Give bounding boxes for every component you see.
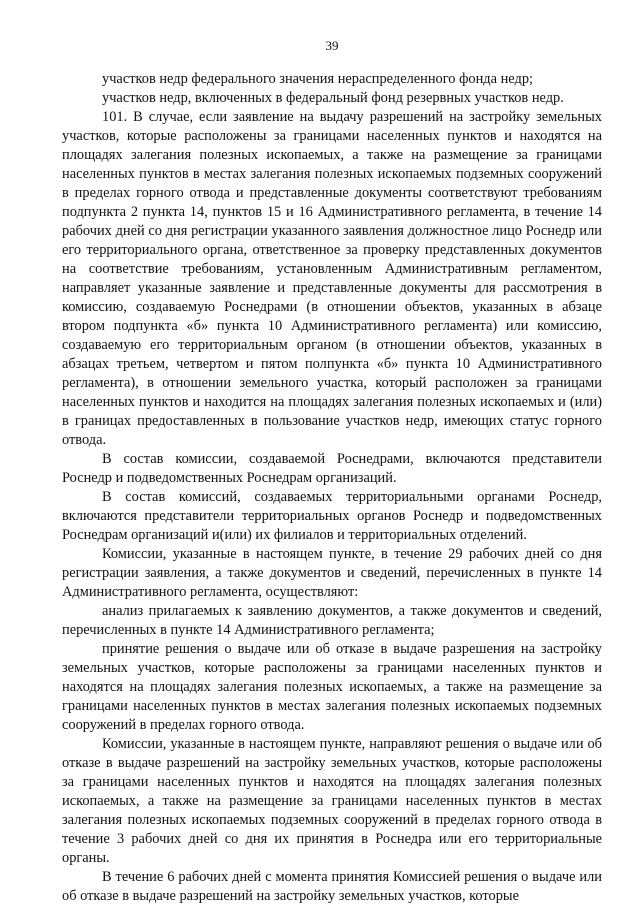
paragraph: В течение 6 рабочих дней с момента принятия Комиссией решения о выдаче или об отказе в выдаче разрешений на застройку земельных участков, которые bbox=[62, 869, 602, 904]
page-number: 39 bbox=[325, 38, 339, 53]
paragraph: принятие решения о выдаче или об отказе в выдаче разрешения на застройку земельных участков, которые расположены за границами населенных пунктов и находятся на площадях залегания полезных ископаемых, а также на размещение за границами населенных пунктов в местах залегания полезных ископаемых подземных сооружений в пределах горного отвода. bbox=[62, 641, 602, 733]
paragraph: участков недр, включенных в федеральный фонд резервных участков недр. bbox=[102, 90, 564, 106]
paragraph: 101. В случае, если заявление на выдачу разрешений на застройку земельных участков, которые расположены за границами населенных пунктов и находятся на площадях залегания полезных ископаемых, а также на размещение за границами населенных пунктов в местах залегания полезных ископаемых подземных сооружений в пределах горного отвода и представленные документы соответствуют требованиям подпункта 2 пункта 14, пунктов 15 и 16 Административного регламента, в течение 14 рабочих дней со дня регистрации указанного заявления должностное лицо Роснедр или его территориального органа, ответственное за проверку представленных документов на соответствие требованиям, установленным Административным регламентом, направляет указанные заявление и представленные документы для рассмотрения в комиссию, создаваемую Роснедрами (в отношении объектов, указанных в абзаце втором подпункта «б» пункта 10 Административного регламента) или комиссию, создаваемую его территориальным органом (в отношении объектов, указанных в абзацах третьем, четвертом и пятом полпункта «б» пункта 10 Административного регламента), в отношении земельного участка, который расположен за границами населенных пунктов и находится на площадях залегания полезных ископаемых и (или) в границах предоставленных в пользование участков недр, имеющих статус горного отвода. bbox=[62, 109, 602, 448]
paragraph: В состав комиссий, создаваемых территориальными органами Роснедр, включаются представители территориальных органов Роснедр и подведомственных Роснедрам организаций и(или) их филиалов и территориальных отделений. bbox=[62, 489, 602, 543]
paragraph: Комиссии, указанные в настоящем пункте, направляют решения о выдаче или об отказе в выдаче разрешений на застройку земельных участков, которые расположены за границами населенных пунктов и находятся на площадях залегания полезных ископаемых, а также на размещение за границами населенных пунктов в местах залегания полезных ископаемых подземных сооружений в пределах горного отвода в течение 3 рабочих дней со дня их принятия в Роснедра или его территориальные органы. bbox=[62, 736, 602, 866]
paragraph: участков недр федерального значения нераспределенного фонда недр; bbox=[102, 71, 534, 87]
paragraph: Комиссии, указанные в настоящем пункте, в течение 29 рабочих дней со дня регистрации заявления, а также документов и сведений, перечисленных в пункте 14 Административного регламента, осуществляют: bbox=[62, 546, 602, 600]
paragraph: анализ прилагаемых к заявлению документов, а также документов и сведений, перечисленных в пункте 14 Административного регламента; bbox=[62, 603, 602, 638]
document-body bbox=[62, 70, 602, 906]
paragraph: В состав комиссии, создаваемой Роснедрами, включаются представители Роснедр и подведомственных Роснедрам организаций. bbox=[62, 451, 602, 486]
